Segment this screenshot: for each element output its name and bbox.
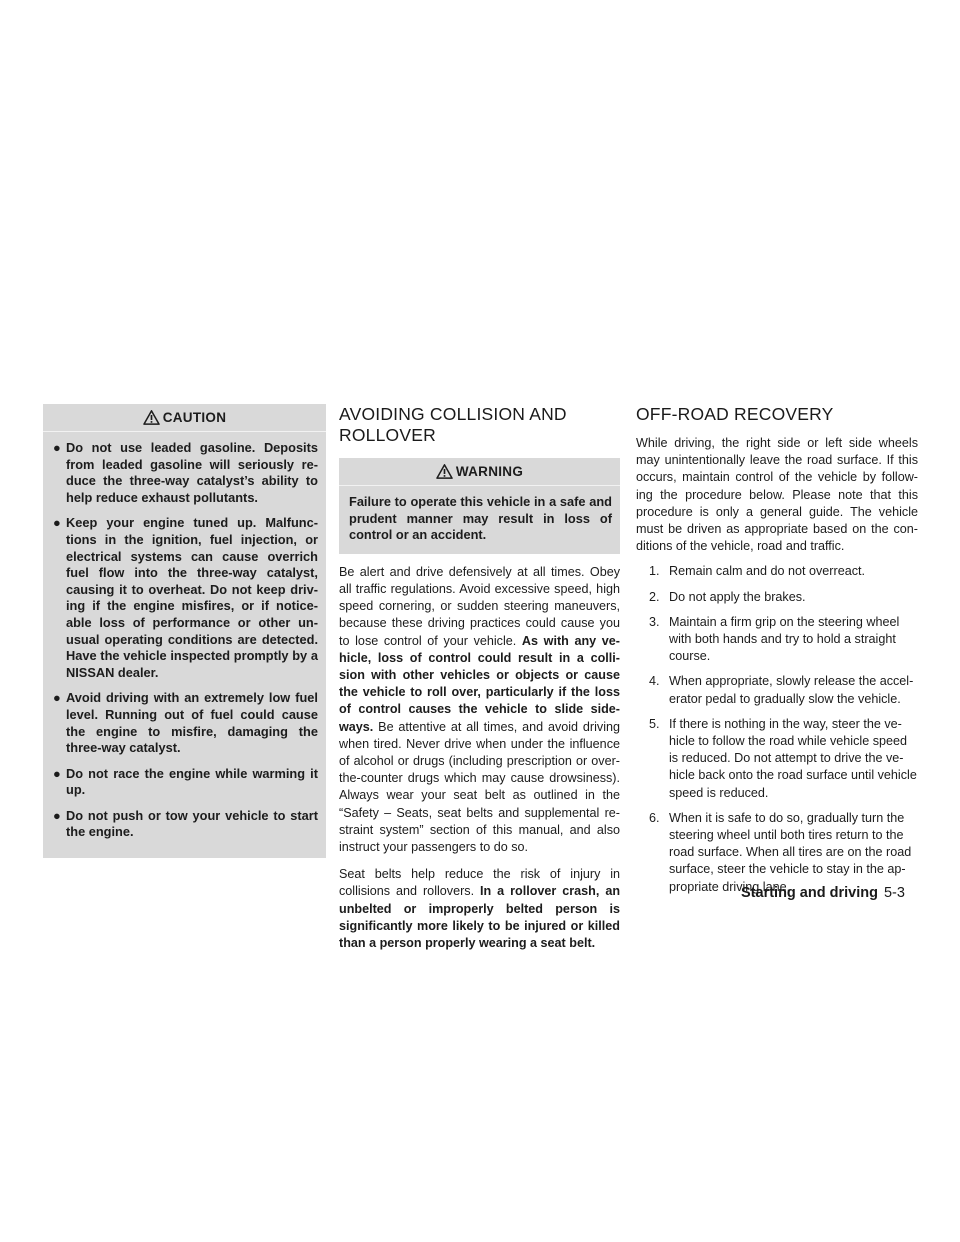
page-footer [741,885,921,901]
offroad-steps [636,563,918,895]
list-item: ● Avoid driving with an extremely low fuel level. Running out of fuel could cause the engine to misfire, damaging the three-way catalyst. [53,690,318,756]
offroad-intro: While driving, the right side or left side wheels may unintentionally leave the road surface. If this occurs, maintain control of the vehicle by follow-ing the procedure below. Please note that this procedure is only a general guide. The vehicle must be driven as appropriate based on the con-ditions of the vehicle, road and traffic. [636,436,918,554]
list-item: 4. When appropriate, slowly release the accel-erator pedal to gradually slow the vehicle. [649,674,914,706]
list-item: 5. If there is nothing in the way, steer the ve-hicle to follow the road while vehicle speed is reduced. Do not attempt to drive the ve-hicle back onto the road surface until vehicle speed is reduced. [649,716,917,800]
collision-paragraph-2: Seat belts help reduce the risk of injury in collisions and rollovers. In a rollover crash, an unbelted or improperly belted person is significantly more likely to be injured or killed than a person properly wearing a seat belt. [339,867,621,951]
caution-header [43,408,326,432]
collision-heading: AVOIDING COLLISION AND ROLLOVER [339,404,567,445]
bullet-icon: ● [53,765,61,781]
warning-header [339,462,620,486]
list-item: 6. When it is safe to do so, gradually turn the steering wheel until both tires return to the road surface. When all tires are on the road surface, steer the vehicle to stay in the ap-propriate driving lane. [649,810,912,894]
warning-triangle-icon [436,464,453,479]
bullet-icon: ● [53,690,61,706]
warning-box [339,458,620,554]
list-item: 1. Remain calm and do not overreact. [649,564,866,579]
caution-title: CAUTION [162,410,227,425]
bullet-icon: ● [53,440,61,455]
bullet-icon: ● [53,515,61,531]
offroad-heading: OFF-ROAD RECOVERY [636,404,834,424]
warning-text: Failure to operate this vehicle in a safe and prudent manner may result in loss of control or an accident. [349,494,612,543]
list-item: 2. Do not apply the brakes. [649,589,806,604]
caution-list [53,440,318,841]
list-item: ● Keep your engine tuned up. Malfunc-tions in the ignition, fuel injection, or electrical systems can cause overrich fuel flow into the three-way catalyst, causing it to overheat. Do not keep driv-ing if the engine misfires, or if notice-able loss of performance or other un-usual operating conditions are detected. Have the vehicle inspected promptly by a NISSAN dealer. [53,515,318,680]
warning-title: WARNING [455,464,524,479]
list-item: ● Do not push or tow your vehicle to start the engine. [53,807,318,840]
offroad-column [636,404,918,904]
list-item: ● Do not use leaded gasoline. Deposits from leaded gasoline will seriously re-duce the three-way catalyst’s ability to help reduce exhaust pollutants. [53,440,318,505]
caution-box [43,404,326,858]
footer-section-title: Starting and driving [741,885,878,901]
page-number: 5-3 [883,885,905,901]
list-item: 3. Maintain a firm grip on the steering wheel with both hands and try to hold a straight course. [649,614,900,664]
list-item: ● Do not race the engine while warming it up. [53,765,318,798]
caution-column [43,404,326,858]
collision-column [339,404,620,952]
bullet-icon: ● [53,807,61,823]
collision-paragraph-1: Be alert and drive defensively at all times. Obey all traffic regulations. Avoid excessive speed, high speed cornering, or sudden steering maneuvers, because these driving practices could cause you to lose control of your vehicle. As with any ve-hicle, loss of control could result in a colli-sion with other vehicles or objects or cause the vehicle to roll over, particularly if the loss of control causes the vehicle to slide side-ways. Be attentive at all times, and avoid driving when tired. Never drive when under the influence of alcohol or drugs (including prescription or over-the-counter drugs which may cause drowsiness). Always wear your seat belt as outlined in the “Safety – Seats, seat belts and supplemental re-straint system” section of this manual, and also instruct your passengers to do so. [339,564,621,855]
warning-triangle-icon [143,410,160,425]
